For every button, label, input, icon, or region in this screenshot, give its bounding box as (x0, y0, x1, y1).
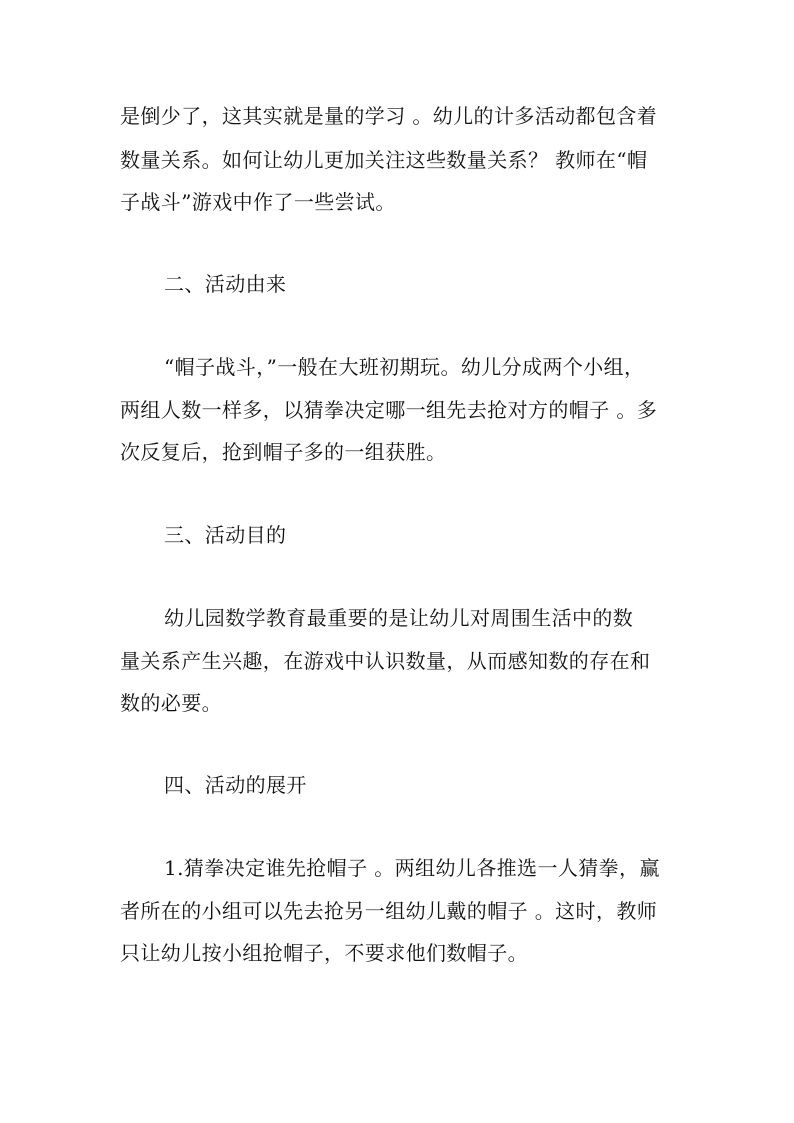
section-4-line-1: 1.猜拳决定谁先抢帽子 。两组幼儿各推选一人猜拳，赢 (164, 856, 660, 880)
section-4-line-2: 者所在的小组可以先去抢另一组幼儿戴的帽子 。这时，教师 (120, 899, 658, 923)
intro-line-3: 子战斗”游戏中作了一些尝试。 (120, 190, 396, 214)
section-4-line-3: 只让幼儿按小组抢帽子，不要求他们数帽子。 (120, 941, 528, 965)
section-2-line-3: 次反复后，抢到帽子多的一组获胜。 (120, 440, 447, 464)
section-3-line-2: 量关系产生兴趣，在游戏中认识数量，从而感知数的存在和 (120, 649, 651, 673)
section-2-heading: 二、活动由来 (164, 272, 287, 296)
section-4-heading: 四、活动的展开 (164, 773, 307, 797)
section-3-line-3: 数的必要。 (120, 691, 222, 715)
section-2-line-1: “帽子战斗，”一般在大班初期玩。幼儿分成两个小组， (164, 355, 645, 379)
section-3-heading: 三、活动目的 (164, 523, 287, 547)
section-3-line-1: 幼儿园数学教育最重要的是让幼儿对周围生活中的数 (164, 606, 634, 630)
intro-line-1: 是倒少了，这其实就是量的学习 。幼儿的计多活动都包含着 (120, 104, 658, 128)
section-2-line-2: 两组人数一样多，以猜拳决定哪一组先去抢对方的帽子 。多 (120, 398, 658, 422)
intro-line-2: 数量关系。如何让幼儿更加关注这些数量关系？ 教师在“帽 (120, 148, 648, 172)
